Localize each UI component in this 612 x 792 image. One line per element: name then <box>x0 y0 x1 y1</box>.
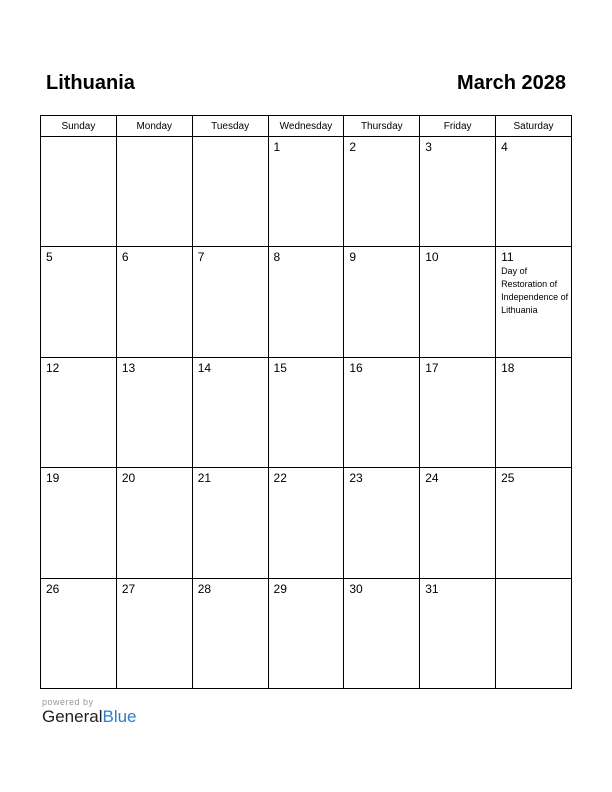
day-number: 14 <box>197 360 212 375</box>
weekday-header-row <box>41 116 572 137</box>
week-row <box>41 357 572 467</box>
day-number: 27 <box>121 581 136 596</box>
day-cell <box>344 357 420 467</box>
day-number: 3 <box>425 140 432 154</box>
day-number: 20 <box>121 471 136 486</box>
day-cell <box>192 137 268 247</box>
day-number: 19 <box>46 471 60 486</box>
weekday-monday: Monday <box>116 116 192 137</box>
day-cell <box>344 137 420 247</box>
day-cell <box>192 247 268 357</box>
day-number: 29 <box>273 581 287 596</box>
day-cell <box>268 578 344 688</box>
day-number: 10 <box>425 250 439 265</box>
day-cell <box>496 468 572 578</box>
brand-blue-text: Blue <box>102 707 137 726</box>
brand-general-text: General <box>42 707 103 726</box>
day-number: 24 <box>425 471 439 486</box>
day-number: 7 <box>197 250 205 265</box>
day-number: 5 <box>46 250 53 265</box>
day-cell <box>41 578 117 688</box>
weekday-friday: Friday <box>420 116 496 137</box>
week-row <box>41 247 572 357</box>
day-cell <box>116 578 192 688</box>
day-cell <box>192 578 268 688</box>
day-cell <box>192 357 268 467</box>
day-cell <box>41 468 117 578</box>
day-number <box>41 137 116 141</box>
day-number: 18 <box>501 360 515 375</box>
day-number: 9 <box>349 250 357 265</box>
footer-branding <box>42 697 137 726</box>
day-cell <box>344 247 420 357</box>
day-number: 1 <box>273 140 281 154</box>
day-number: 17 <box>425 360 439 375</box>
day-number: 31 <box>425 581 439 596</box>
day-cell <box>41 247 117 357</box>
day-cell <box>420 247 496 357</box>
day-cell <box>116 468 192 578</box>
month-year-title: March 2028 <box>457 72 566 94</box>
day-cell <box>420 357 496 467</box>
day-cell <box>496 137 572 247</box>
weekday-thursday: Thursday <box>344 116 420 137</box>
day-number: 4 <box>501 140 508 154</box>
week-row <box>41 468 572 578</box>
day-cell <box>420 578 496 688</box>
day-cell <box>192 468 268 578</box>
week-row <box>41 578 572 688</box>
day-cell <box>420 137 496 247</box>
day-cell <box>116 357 192 467</box>
day-number: 16 <box>349 360 363 375</box>
day-cell <box>496 357 572 467</box>
day-number: 26 <box>46 581 60 596</box>
day-cell <box>420 468 496 578</box>
day-number <box>117 137 192 141</box>
day-number: 30 <box>349 581 363 596</box>
day-number: 8 <box>273 250 281 265</box>
day-cell <box>344 468 420 578</box>
weekday-wednesday: Wednesday <box>268 116 344 137</box>
day-cell <box>344 578 420 688</box>
weekday-tuesday: Tuesday <box>192 116 268 137</box>
weekday-sunday: Sunday <box>41 116 117 137</box>
day-number: 15 <box>273 360 287 375</box>
calendar-grid <box>40 115 572 689</box>
day-number: 2 <box>349 140 357 154</box>
weekday-saturday: Saturday <box>496 116 572 137</box>
day-number: 6 <box>121 250 129 265</box>
day-cell <box>268 357 344 467</box>
day-cell <box>116 247 192 357</box>
week-row <box>41 137 572 247</box>
day-number: 23 <box>349 471 363 486</box>
day-cell <box>496 247 572 357</box>
holiday-label: Day of Restoration of Independence of Lithuania <box>501 266 569 316</box>
day-cell <box>268 137 344 247</box>
day-cell <box>496 578 572 688</box>
day-number: 12 <box>46 360 60 375</box>
day-cell <box>116 137 192 247</box>
brand-logo[interactable] <box>42 708 137 726</box>
country-title: Lithuania <box>46 72 135 94</box>
day-number: 13 <box>121 360 136 375</box>
powered-by-text: powered by <box>42 697 94 707</box>
day-cell <box>41 137 117 247</box>
day-number: 11 <box>501 250 514 265</box>
day-number <box>193 137 268 141</box>
day-number: 22 <box>273 471 287 486</box>
day-number: 25 <box>501 471 515 486</box>
day-number: 28 <box>197 581 212 596</box>
day-cell <box>41 357 117 467</box>
day-number: 21 <box>197 471 212 486</box>
day-cell <box>268 468 344 578</box>
day-number <box>496 579 571 583</box>
day-cell <box>268 247 344 357</box>
